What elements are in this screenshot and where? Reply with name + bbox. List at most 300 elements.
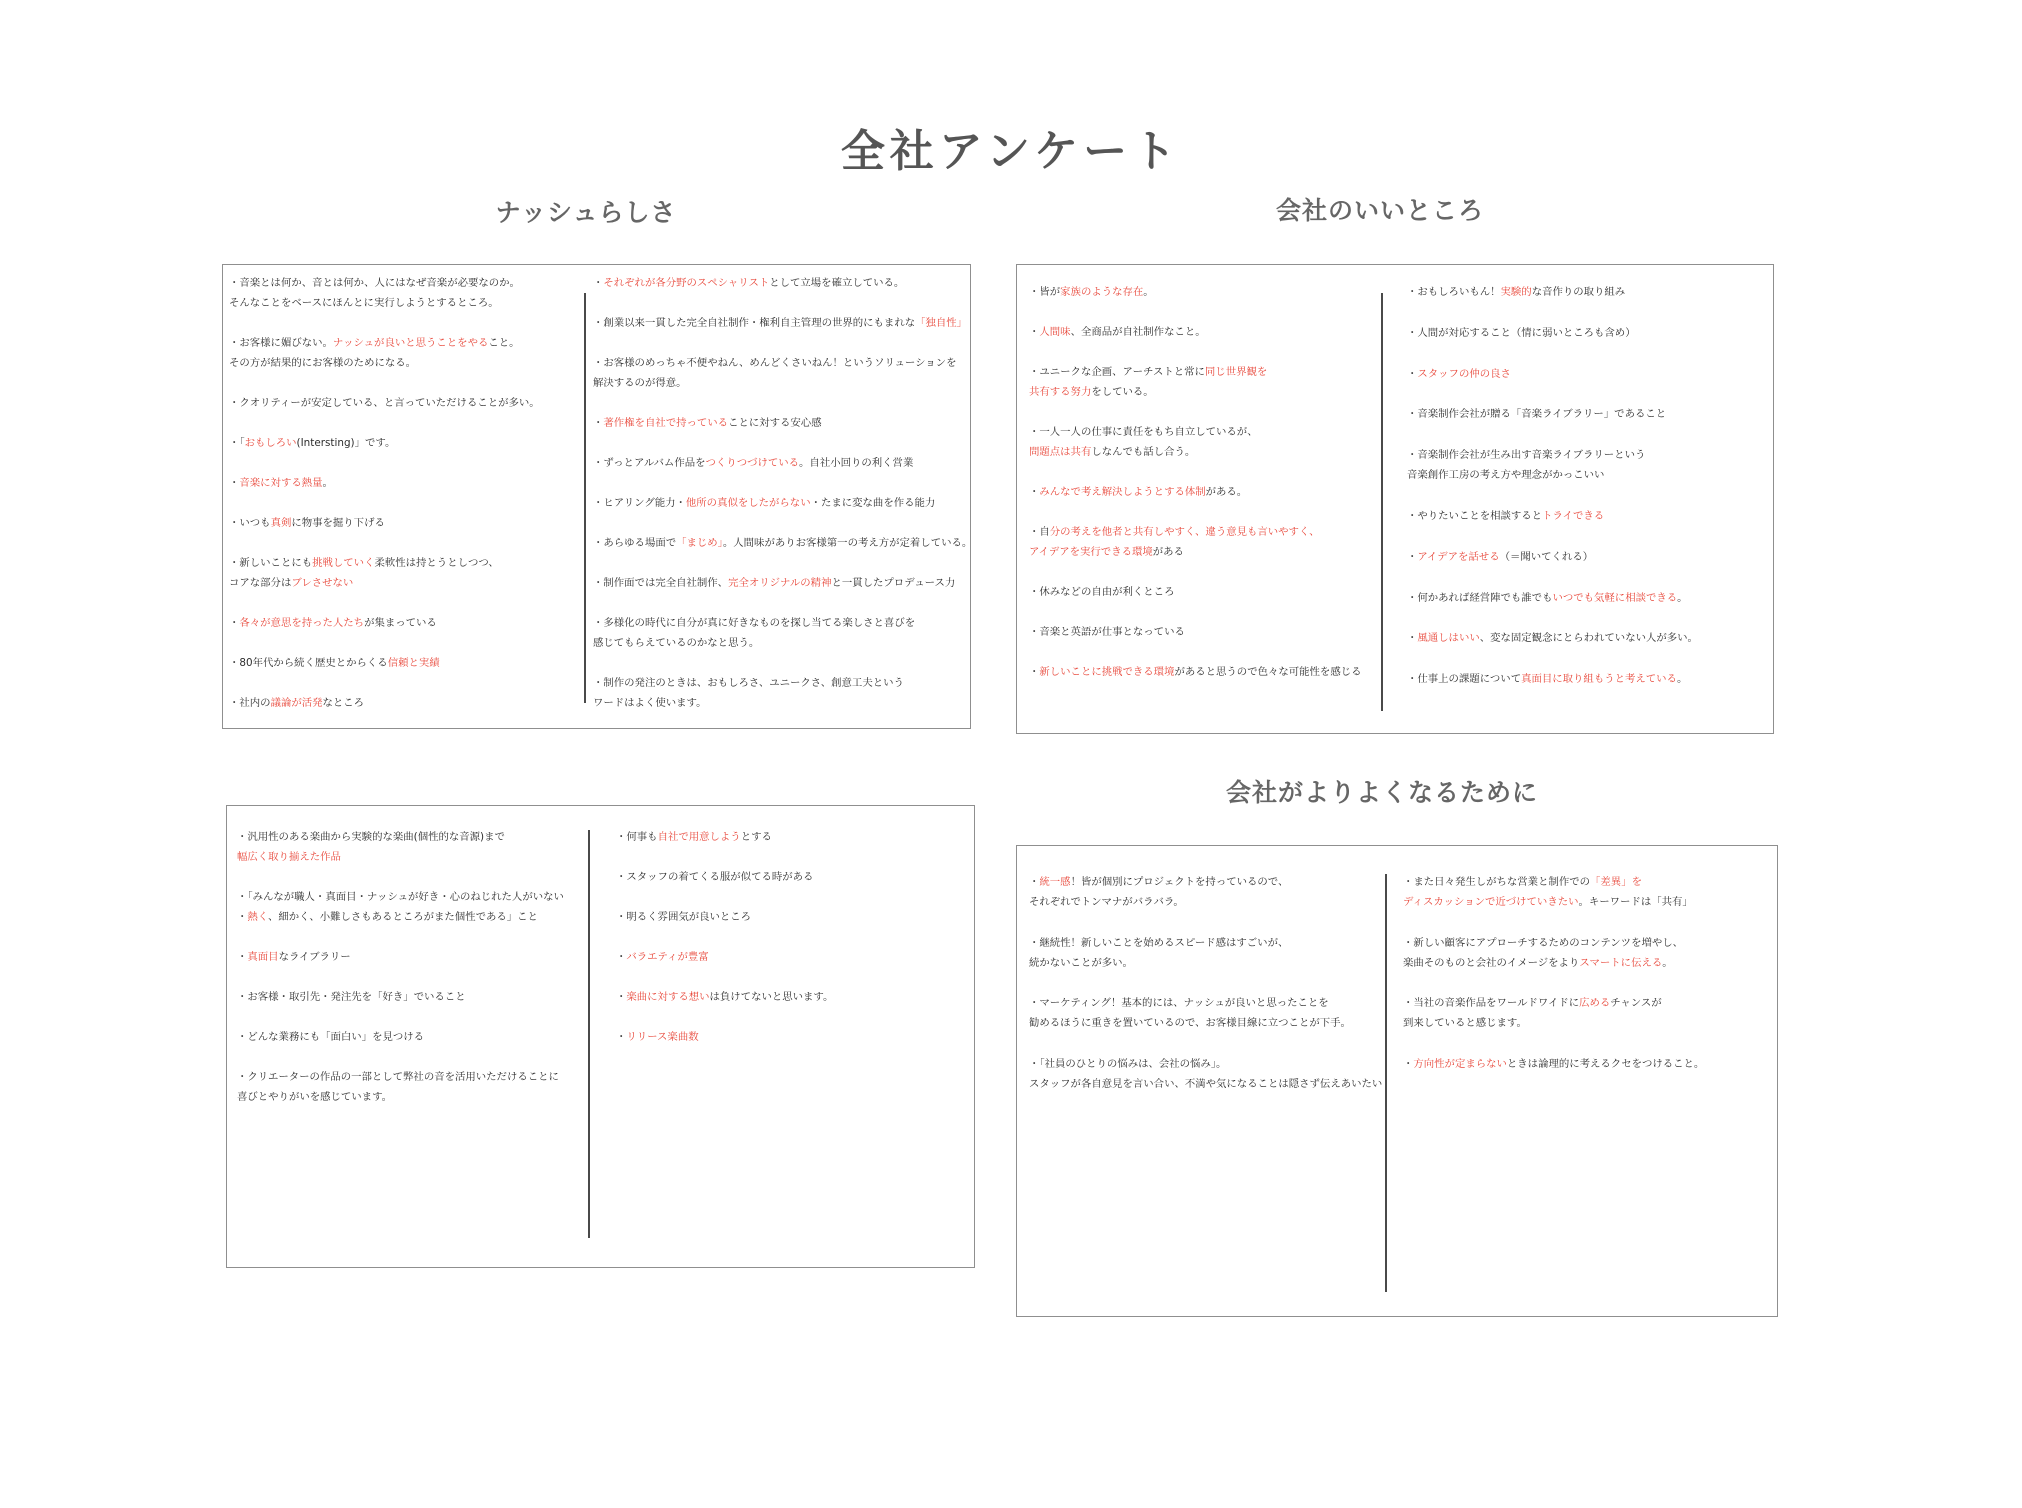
highlighted-text: つくりつづけている (705, 457, 800, 469)
response-text: 、変な固定観念にとらわれていない人が多い。 (1479, 632, 1698, 645)
response-text: ・創業以来一貫した完全自社制作・権利自主管理の世界的にもまれな (593, 317, 916, 329)
response-item (593, 533, 972, 553)
highlighted-text: ブレさせない (291, 577, 354, 589)
response-line (593, 453, 972, 473)
response-text: ・制作の発注のときは、おもしろさ、ユニークさ、創意工夫という (593, 677, 904, 689)
response-text: ・ (1029, 876, 1040, 888)
response-item (1029, 322, 1362, 342)
response-item (616, 867, 833, 887)
response-item (229, 613, 540, 633)
response-text: ・ (1403, 1057, 1414, 1070)
response-line (1029, 1074, 1382, 1094)
response-text: 。自社小回りの利く営業 (799, 457, 914, 469)
response-item (237, 987, 564, 1007)
response-item (1407, 628, 1698, 648)
response-text: ・ (1029, 326, 1040, 338)
response-text: ・ヒアリング能力・ (593, 497, 686, 509)
response-item (237, 1027, 564, 1047)
response-text: 、細かく、小難しさもあるところがまた個性である」こと (267, 911, 538, 923)
response-text: ・当社の音楽作品をワールドワイドに (1403, 997, 1580, 1009)
response-line (1403, 1013, 1704, 1033)
highlighted-text: 広める (1579, 997, 1611, 1009)
response-text: ・マーケティング！基本的には、ナッシュが良いと思ったことを (1029, 997, 1329, 1009)
response-line (1029, 362, 1362, 382)
response-item (1029, 872, 1382, 912)
response-text: ・自 (1029, 526, 1050, 538)
highlighted-text: 実験的 (1500, 286, 1532, 298)
response-item (1029, 282, 1362, 302)
response-text: なところ (322, 697, 365, 709)
response-text: ・音楽とは何か、音とは何か、人にはなぜ音楽が必要なのか。 (229, 277, 520, 289)
response-item (1407, 445, 1698, 485)
highlighted-text: 「まじめ」 (676, 537, 723, 549)
response-item (229, 433, 540, 453)
response-text: ・何事も (616, 831, 658, 843)
response-line (1407, 506, 1698, 526)
highlighted-text: スマートに伝える (1579, 956, 1663, 969)
response-line (229, 553, 540, 573)
highlighted-text: 信頼と実績 (387, 657, 440, 669)
response-text: チャンスが (1610, 997, 1662, 1009)
column-right (1407, 282, 1698, 689)
response-line (593, 673, 972, 693)
response-text: ・また日々発生しがちな営業と制作での (1403, 876, 1591, 888)
response-text: ・ (1029, 666, 1040, 678)
highlighted-text: 同じ世界観を (1204, 366, 1268, 378)
response-line (1029, 582, 1362, 602)
highlighted-text: 真面目に取り組もうと考えている (1521, 673, 1677, 686)
response-text: 柔軟性は持とうとしつつ、 (374, 557, 499, 569)
response-line (1403, 1054, 1704, 1074)
column-left (1029, 872, 1382, 1094)
response-text: ・クオリティーが安定している、と言っていただけることが多い。 (229, 397, 540, 409)
response-line (1407, 404, 1698, 424)
response-text: 到来していると感じます。 (1403, 1017, 1527, 1029)
highlighted-text: 熱く (247, 911, 268, 923)
response-line (1029, 282, 1362, 302)
highlighted-text: ディスカッションで近づけていきたい (1403, 896, 1579, 908)
response-item (229, 513, 540, 533)
response-text: スタッフが各自意見を言い合い、不満や気になることは隠さず伝えあいたい (1029, 1077, 1383, 1090)
section-title-better: 会社がよりよくなるために (1225, 778, 1538, 807)
response-text: 。人間味がありお客様第一の考え方が定着している。 (722, 537, 973, 549)
response-item (1407, 588, 1698, 608)
response-line (1029, 542, 1362, 562)
response-text: ・「みんなが職人・真面目・ナッシュが好き・心のねじれた人がいない (237, 891, 564, 903)
response-line (1029, 933, 1382, 953)
highlighted-text: 家族のような存在 (1060, 286, 1144, 298)
response-line (593, 373, 972, 393)
response-item (593, 613, 972, 653)
response-line (1407, 547, 1698, 567)
response-line (229, 693, 540, 713)
response-text: ・「 (229, 437, 245, 449)
response-item (237, 887, 564, 927)
response-line (229, 473, 540, 493)
response-text: ・お客様に媚びない。 (229, 337, 333, 349)
response-item (593, 313, 972, 333)
response-line (1407, 465, 1698, 485)
response-line (616, 947, 833, 967)
response-text: ・新しい顧客にアプローチするためのコンテンツを増やし、 (1403, 936, 1684, 949)
response-text: ・お客様のめっちゃ不便やねん、めんどくさいねん！というソリューションを (593, 357, 957, 369)
highlighted-text: 挑戦していく (312, 557, 375, 569)
response-text: ときは論理的に考えるクセをつけること。 (1506, 1057, 1705, 1070)
response-text: 、全商品が自社制作なこと。 (1070, 326, 1206, 338)
response-text: ・お客様・取引先・発注先を「好き」でいること (237, 991, 466, 1003)
response-text: 勧めるほうに重きを置いているので、お客様目線に立つことが下手。 (1029, 1017, 1351, 1029)
response-item (1029, 362, 1362, 402)
response-text: 感じてもらえているのかなと思う。 (593, 637, 760, 649)
column-divider (1385, 874, 1387, 1292)
response-item (593, 673, 972, 713)
response-item (1407, 282, 1698, 302)
response-text: ・新しいことにも (229, 557, 313, 569)
response-text: ・汎用性のある楽曲から実験的な楽曲(個性的な音源)まで (237, 831, 505, 843)
response-text: をしている。 (1091, 386, 1154, 398)
response-text: とする (740, 831, 772, 843)
highlighted-text: みんなで考え解決しようとする体制 (1039, 486, 1206, 498)
response-text: ・やりたいことを相談すると (1407, 509, 1543, 522)
response-text: ・何かあれば経営陣でも誰でも (1407, 591, 1553, 604)
column-right (593, 273, 972, 713)
response-line (1407, 364, 1698, 384)
response-line (1029, 382, 1362, 402)
response-line (1029, 482, 1362, 502)
highlighted-text: アイデアを話せる (1417, 550, 1500, 563)
response-line (1403, 892, 1704, 912)
response-text: ・スタッフの着てくる服が似てる時がある (616, 871, 814, 883)
response-text: ・どんな業務にも「面白い」を見つける (237, 1031, 425, 1043)
response-text: ・ (616, 951, 627, 963)
response-text: ・多様化の時代に自分が真に好きなものを探し当てる楽しさと喜びを (593, 617, 916, 629)
response-line (1407, 445, 1698, 465)
response-line (1407, 588, 1698, 608)
response-item (593, 273, 972, 293)
column-left (1029, 282, 1362, 682)
response-text: ・音楽制作会社が贈る「音楽ライブラリー」であること (1407, 408, 1667, 421)
response-text: 。 (322, 477, 333, 489)
response-item (229, 473, 540, 493)
response-item (593, 413, 972, 433)
response-item (593, 493, 972, 513)
response-item (593, 353, 972, 393)
response-text: ・ (1407, 550, 1418, 563)
response-line (593, 573, 972, 593)
highlighted-text: 音楽に対する熱量 (239, 477, 323, 489)
response-item (1407, 547, 1698, 567)
response-line (229, 333, 540, 353)
response-text: ・音楽制作会社が生み出す音楽ライブラリーという (1407, 449, 1646, 462)
response-item (1407, 506, 1698, 526)
response-line (1029, 953, 1382, 973)
response-item (237, 947, 564, 967)
response-line (616, 907, 833, 927)
response-line (1029, 993, 1382, 1013)
response-line (593, 273, 972, 293)
response-item (1403, 933, 1704, 973)
highlighted-text: 幅広く取り揃えた作品 (237, 851, 341, 863)
highlighted-text: アイデアを実行できる環境 (1029, 546, 1153, 558)
response-item (1029, 582, 1362, 602)
response-line (593, 353, 972, 373)
response-text: ・ (229, 617, 240, 629)
response-text: ・継続性！新しいことを始めるスピード感はすごいが、 (1029, 936, 1289, 949)
response-line (1029, 322, 1362, 342)
response-line (237, 907, 564, 927)
highlighted-text: 楽曲に対する想い (626, 991, 710, 1003)
response-item (1029, 1054, 1382, 1094)
response-text: ・音楽と英語が仕事となっている (1029, 626, 1185, 638)
highlighted-text: それぞれが各分野のスペシャリスト (603, 277, 770, 289)
highlighted-text: 「独自性」 (915, 317, 968, 329)
highlighted-text: 著作権を自社で持っている (603, 417, 729, 429)
response-text: がある (1152, 546, 1184, 558)
response-line (616, 987, 833, 1007)
response-text: コアな部分は (229, 577, 292, 589)
response-item (1407, 669, 1698, 689)
response-text: 。キーワードは「共有」 (1578, 896, 1693, 908)
response-line (1403, 933, 1704, 953)
column-left (237, 827, 564, 1107)
response-line (237, 987, 564, 1007)
response-line (1403, 953, 1704, 973)
response-text: それぞれでトンマナがバラバラ。 (1029, 896, 1184, 908)
highlighted-text: 共有する努力 (1029, 386, 1092, 398)
response-item (1403, 872, 1704, 912)
response-text: ・80年代から続く歴史とからくる (229, 657, 388, 669)
response-line (229, 353, 540, 373)
response-text: なライブラリー (278, 951, 351, 963)
response-text: が集まっている (364, 617, 437, 629)
response-item (1029, 933, 1382, 973)
highlighted-text: 新しいことに挑戦できる環境 (1039, 666, 1175, 678)
response-line (237, 1067, 564, 1087)
response-text: 音楽創作工房の考え方や理念がかっこいい (1407, 469, 1605, 482)
column-right (1403, 872, 1704, 1074)
response-text: ・仕事上の課題について (1407, 673, 1522, 686)
highlighted-text: 分の考えを他者と共有しやすく、違う意見も言いやすく、 (1049, 526, 1320, 538)
response-line (229, 273, 540, 293)
response-text: ・皆が (1029, 286, 1061, 298)
column-divider (1381, 293, 1383, 711)
highlighted-text: 風通しはいい (1417, 632, 1480, 645)
section-title-good: 会社のいいところ (1275, 196, 1484, 225)
highlighted-text: 人間味 (1039, 326, 1071, 338)
response-line (1029, 872, 1382, 892)
highlighted-text: リリース楽曲数 (626, 1031, 699, 1043)
response-text: 。 (1662, 956, 1673, 969)
response-text: に物事を掘り下げる (291, 517, 385, 529)
response-line (1403, 993, 1704, 1013)
response-item (237, 827, 564, 867)
response-line (1029, 892, 1382, 912)
panel-nash-continued (226, 805, 975, 1268)
column-left (229, 273, 540, 713)
response-item (616, 907, 833, 927)
response-item (1407, 404, 1698, 424)
response-text: ・ (593, 417, 604, 429)
response-line (593, 633, 972, 653)
response-text: は負けてないと思います。 (709, 991, 834, 1003)
response-line (229, 573, 540, 593)
response-line (1029, 622, 1362, 642)
response-line (1407, 323, 1698, 343)
response-text: (Intersting)」です。 (296, 437, 396, 449)
response-text: ・ (593, 277, 604, 289)
response-line (616, 1027, 833, 1047)
response-line (593, 313, 972, 333)
response-text: ・ (1029, 486, 1040, 498)
response-text: ！皆が個別にプロジェクトを持っているので、 (1070, 876, 1289, 888)
response-line (237, 947, 564, 967)
response-item (616, 947, 833, 967)
response-text: ・たまに変な曲を作る能力 (810, 497, 936, 509)
response-text: ・ユニークな企画、アーチストと常に (1029, 366, 1205, 378)
response-item (1403, 993, 1704, 1033)
response-item (229, 393, 540, 413)
column-divider (588, 830, 590, 1238)
response-line (229, 653, 540, 673)
highlighted-text: 各々が意思を持った人たち (239, 617, 365, 629)
response-text: 。 (1143, 286, 1154, 298)
response-text: ・「社員のひとりの悩みは、会社の悩み」。 (1029, 1057, 1227, 1070)
response-item (1403, 1054, 1704, 1074)
response-line (229, 433, 540, 453)
highlighted-text: 真剣 (270, 517, 292, 529)
response-line (237, 827, 564, 847)
response-line (1029, 422, 1362, 442)
response-item (1407, 364, 1698, 384)
response-line (1029, 1054, 1382, 1074)
response-item (593, 573, 972, 593)
response-line (1029, 522, 1362, 542)
response-text: そんなことをベースにほんとに実行しようとするところ。 (229, 297, 499, 309)
response-line (593, 693, 972, 713)
response-text: ・あらゆる場面で (593, 537, 677, 549)
response-line (593, 493, 972, 513)
response-text: しなんでも話し合う。 (1091, 446, 1196, 458)
panel-good (1016, 264, 1774, 734)
response-text: ワードはよく使います。 (593, 697, 707, 709)
column-right (616, 827, 833, 1047)
highlighted-text: 完全オリジナルの精神 (728, 577, 832, 589)
response-text: 喜びとやりがいを感じています。 (237, 1091, 393, 1103)
response-text: こと。 (488, 337, 520, 349)
response-line (1403, 872, 1704, 892)
response-line (593, 533, 972, 553)
highlighted-text: ナッシュが良いと思うことをやる (332, 337, 489, 349)
highlighted-text: 自社で用意しよう (657, 831, 741, 843)
response-text: ・明るく雰囲気が良いところ (616, 911, 752, 923)
response-line (229, 513, 540, 533)
response-line (593, 413, 972, 433)
response-text: ・ (1407, 632, 1418, 645)
response-line (616, 827, 833, 847)
highlighted-text: いつでも気軽に相談できる (1552, 591, 1678, 604)
response-line (1029, 662, 1362, 682)
response-text: ・ (237, 951, 248, 963)
response-item (229, 653, 540, 673)
response-item (616, 987, 833, 1007)
response-item (1029, 482, 1362, 502)
response-line (237, 887, 564, 907)
response-text: ことに対する安心感 (728, 417, 822, 429)
response-text: ・ (237, 911, 248, 923)
response-text: があると思うので色々な可能性を感じる (1174, 666, 1362, 678)
response-item (1029, 622, 1362, 642)
highlighted-text: 議論が活発 (270, 697, 323, 709)
response-item (616, 1027, 833, 1047)
response-item (593, 453, 972, 473)
response-line (1407, 282, 1698, 302)
response-text: がある。 (1205, 486, 1248, 498)
response-text: 解決するのが得意。 (593, 377, 687, 389)
response-text: ・一人一人の仕事に責任をもち自立しているが、 (1029, 426, 1258, 438)
response-text: ・社内の (229, 697, 271, 709)
response-line (1407, 628, 1698, 648)
response-text: な音作りの取り組み (1531, 286, 1626, 298)
highlighted-text: 「差異」を (1590, 876, 1642, 888)
response-text: 。 (1677, 591, 1688, 604)
response-line (237, 1027, 564, 1047)
response-text: として立場を確立している。 (769, 277, 905, 289)
response-text: ・ずっとアルバム作品を (593, 457, 706, 469)
response-text: ・人間が対応すること（情に弱いところも含め） (1407, 326, 1636, 339)
response-text: ・クリエーターの作品の一部として弊社の音を活用いただけることに (237, 1071, 559, 1083)
column-divider (584, 293, 586, 703)
response-text: ・おもしろいもん！ (1407, 286, 1501, 298)
response-item (1029, 522, 1362, 562)
response-line (237, 847, 564, 867)
page-title: 全社アンケート (840, 126, 1182, 177)
panel-nash (222, 264, 971, 729)
highlighted-text: 方向性が定まらない (1413, 1057, 1507, 1070)
response-line (616, 867, 833, 887)
response-text: （＝聞いてくれる） (1499, 550, 1594, 563)
response-text: ・ (616, 991, 627, 1003)
response-text: 楽曲そのものと会社のイメージをより (1403, 956, 1580, 969)
response-item (1029, 422, 1362, 462)
response-item (1407, 323, 1698, 343)
response-text: その方が結果的にお客様のためになる。 (229, 357, 417, 369)
highlighted-text: 真面目 (247, 951, 279, 963)
highlighted-text: トライできる (1542, 509, 1605, 522)
response-item (237, 1067, 564, 1107)
response-text: 。 (1676, 673, 1688, 686)
highlighted-text: 問題点は共有 (1029, 446, 1092, 458)
response-item (229, 553, 540, 593)
panel-better (1016, 845, 1778, 1317)
highlighted-text: バラエティが豊富 (626, 951, 709, 963)
highlighted-text: おもしろい (244, 437, 297, 449)
response-line (1029, 442, 1362, 462)
response-text: ・ (616, 1031, 627, 1043)
response-text: ・ (1407, 367, 1418, 380)
response-text: と一貫したプロデュース力 (831, 577, 956, 589)
response-text: ・休みなどの自由が利くところ (1029, 586, 1175, 598)
response-line (237, 1087, 564, 1107)
response-line (229, 293, 540, 313)
response-line (1029, 1013, 1382, 1033)
section-title-nash: ナッシュらしさ (495, 198, 677, 227)
highlighted-text: スタッフの仲の良さ (1417, 367, 1511, 380)
response-item (1029, 993, 1382, 1033)
response-item (616, 827, 833, 847)
highlighted-text: 統一感 (1039, 876, 1071, 888)
response-item (229, 693, 540, 713)
response-text: 続かないことが多い。 (1029, 956, 1133, 969)
